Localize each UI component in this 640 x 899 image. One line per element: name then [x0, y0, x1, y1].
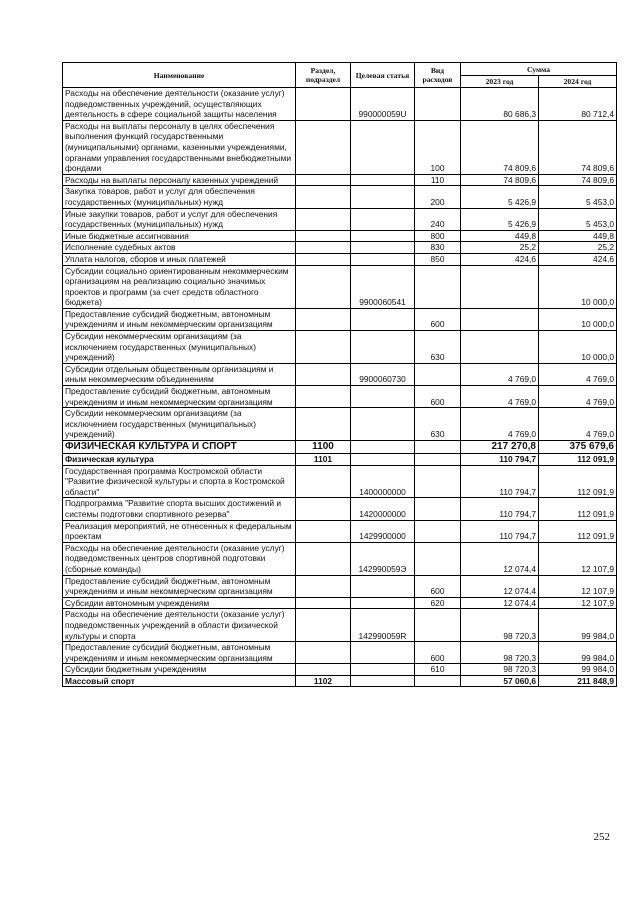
table-header [63, 63, 617, 88]
cell-sum-2023: 110 794,7 [461, 520, 539, 542]
cell-kind: 600 [415, 386, 461, 408]
cell-sum-2024: 99 984,0 [539, 642, 617, 664]
cell-name: Реализация мероприятий, не отнесенных к федеральным проектам [63, 520, 296, 542]
cell-article [351, 441, 415, 454]
table-row [63, 308, 617, 330]
table-row [63, 465, 617, 498]
cell-kind [415, 542, 461, 575]
cell-sum-2024: 12 107,9 [539, 575, 617, 597]
cell-kind [415, 454, 461, 466]
cell-sum-2023: 4 769,0 [461, 408, 539, 441]
cell-article [351, 208, 415, 230]
table-row [63, 242, 617, 254]
cell-sum-2024: 10 000,0 [539, 265, 617, 308]
header-section: Раздел, подраздел [296, 63, 351, 88]
cell-kind: 600 [415, 308, 461, 330]
table-row [63, 386, 617, 408]
cell-sum-2023: 110 794,7 [461, 454, 539, 466]
cell-article: 142990059R [351, 609, 415, 642]
table-row [63, 120, 617, 174]
table-row [63, 88, 617, 121]
cell-sum-2024: 80 712,4 [539, 88, 617, 121]
cell-kind: 850 [415, 253, 461, 265]
cell-kind [415, 520, 461, 542]
cell-name: Субсидии автономным учреждениям [63, 597, 296, 609]
cell-section [296, 642, 351, 664]
page-number: 252 [593, 831, 610, 843]
cell-kind [415, 265, 461, 308]
cell-sum-2023: 4 769,0 [461, 386, 539, 408]
budget-table-sheet [62, 62, 616, 687]
cell-sum-2024: 99 984,0 [539, 664, 617, 676]
table-row [63, 331, 617, 364]
cell-article [351, 642, 415, 664]
cell-name: Исполнение судебных актов [63, 242, 296, 254]
cell-name: Физическая культура [63, 454, 296, 466]
cell-name: Предоставление субсидий бюджетным, автономным учреждениям и иным некоммерческим организациям [63, 386, 296, 408]
cell-name: Расходы на выплаты персоналу в целях обеспечения выполнения функций государственными (муниципальными) органами, казенными учреждениями, органами управления государственными внебюджетными фондами [63, 120, 296, 174]
cell-name: Субсидии отдельным общественным организациям и иным некоммерческим объединениям [63, 363, 296, 385]
cell-section [296, 88, 351, 121]
cell-section [296, 498, 351, 520]
cell-article: 1429900000 [351, 520, 415, 542]
cell-sum-2024: 375 679,6 [539, 441, 617, 454]
cell-sum-2024: 10 000,0 [539, 331, 617, 364]
cell-name: ФИЗИЧЕСКАЯ КУЛЬТУРА И СПОРТ [63, 441, 296, 454]
cell-section [296, 575, 351, 597]
cell-name: Закупка товаров, работ и услуг для обеспечения государственных (муниципальных) нужд [63, 186, 296, 208]
header-year-2024: 2024 год [539, 76, 617, 88]
cell-article [351, 120, 415, 174]
cell-section [296, 331, 351, 364]
cell-sum-2024: 74 809,6 [539, 120, 617, 174]
cell-sum-2024: 25,2 [539, 242, 617, 254]
cell-sum-2024: 112 091,9 [539, 520, 617, 542]
cell-section [296, 174, 351, 186]
cell-name: Уплата налогов, сборов и иных платежей [63, 253, 296, 265]
cell-kind [415, 465, 461, 498]
cell-sum-2024: 5 453,0 [539, 208, 617, 230]
cell-name: Субсидии бюджетным учреждениям [63, 664, 296, 676]
cell-section [296, 386, 351, 408]
cell-section [296, 308, 351, 330]
cell-kind [415, 363, 461, 385]
cell-name: Государственная программа Костромской области "Развитие физической культуры и спорта в Костромской области" [63, 465, 296, 498]
header-article: Целевая статья [351, 63, 415, 88]
cell-sum-2023: 74 809,6 [461, 174, 539, 186]
cell-sum-2023: 57 060,6 [461, 675, 539, 687]
cell-kind [415, 675, 461, 687]
cell-kind: 800 [415, 230, 461, 242]
cell-section [296, 186, 351, 208]
cell-article [351, 331, 415, 364]
cell-section [296, 208, 351, 230]
cell-name: Субсидии социально ориентированным некоммерческим организациям на реализацию социально значимых проектов и программ (за счет средств областного бюджета) [63, 265, 296, 308]
cell-sum-2023: 74 809,6 [461, 120, 539, 174]
cell-sum-2023: 98 720,3 [461, 642, 539, 664]
cell-kind: 610 [415, 664, 461, 676]
cell-section [296, 465, 351, 498]
cell-sum-2023: 449,8 [461, 230, 539, 242]
cell-sum-2023 [461, 265, 539, 308]
table-row [63, 265, 617, 308]
cell-article: 1400000000 [351, 465, 415, 498]
cell-kind: 600 [415, 575, 461, 597]
cell-article: 9900060730 [351, 363, 415, 385]
cell-section [296, 120, 351, 174]
cell-sum-2024: 5 453,0 [539, 186, 617, 208]
cell-sum-2024: 112 091,9 [539, 454, 617, 466]
cell-section [296, 230, 351, 242]
cell-article [351, 575, 415, 597]
cell-sum-2024: 211 848,9 [539, 675, 617, 687]
cell-name: Предоставление субсидий бюджетным, автономным учреждениям и иным некоммерческим организациям [63, 308, 296, 330]
cell-article [351, 174, 415, 186]
cell-name: Предоставление субсидий бюджетным, автономным учреждениям и иным некоммерческим организациям [63, 642, 296, 664]
cell-sum-2023: 12 074,4 [461, 597, 539, 609]
table-row [63, 253, 617, 265]
cell-article: 1420000000 [351, 498, 415, 520]
cell-sum-2024: 99 984,0 [539, 609, 617, 642]
table-row [63, 575, 617, 597]
cell-article [351, 253, 415, 265]
cell-kind: 620 [415, 597, 461, 609]
cell-sum-2023: 4 769,0 [461, 363, 539, 385]
cell-article [351, 242, 415, 254]
cell-sum-2023: 110 794,7 [461, 465, 539, 498]
table-row [63, 642, 617, 664]
table-row [63, 441, 617, 454]
table-row [63, 609, 617, 642]
cell-name: Расходы на обеспечение деятельности (оказание услуг) подведомственных учреждений в области физической культуры и спорта [63, 609, 296, 642]
cell-section [296, 520, 351, 542]
cell-sum-2023: 5 426,9 [461, 186, 539, 208]
cell-section [296, 542, 351, 575]
cell-sum-2023: 98 720,3 [461, 664, 539, 676]
cell-article [351, 230, 415, 242]
cell-name: Расходы на обеспечение деятельности (оказание услуг) подведомственных центров спортивной подготовки (сборные команды) [63, 542, 296, 575]
cell-sum-2023: 217 270,8 [461, 441, 539, 454]
cell-section [296, 664, 351, 676]
cell-kind: 200 [415, 186, 461, 208]
cell-sum-2024: 12 107,9 [539, 597, 617, 609]
cell-sum-2024: 424,6 [539, 253, 617, 265]
cell-article [351, 454, 415, 466]
cell-sum-2023: 424,6 [461, 253, 539, 265]
cell-kind: 630 [415, 331, 461, 364]
cell-name: Предоставление субсидий бюджетным, автономным учреждениям и иным некоммерческим организациям [63, 575, 296, 597]
header-name: Наименование [63, 63, 296, 88]
cell-kind: 830 [415, 242, 461, 254]
table-row [63, 520, 617, 542]
table-row [63, 597, 617, 609]
cell-sum-2023: 98 720,3 [461, 609, 539, 642]
cell-section: 1102 [296, 675, 351, 687]
cell-name: Субсидии некоммерческим организациям (за исключением государственных (муниципальных) учреждений) [63, 331, 296, 364]
cell-section [296, 609, 351, 642]
cell-kind: 100 [415, 120, 461, 174]
table-row [63, 454, 617, 466]
table-row [63, 363, 617, 385]
header-sum: Сумма [461, 63, 617, 76]
cell-article [351, 308, 415, 330]
cell-sum-2024: 10 000,0 [539, 308, 617, 330]
cell-sum-2023 [461, 308, 539, 330]
cell-article [351, 408, 415, 441]
cell-article: 990000059U [351, 88, 415, 121]
table-body [63, 88, 617, 687]
cell-sum-2024: 4 769,0 [539, 386, 617, 408]
table-row [63, 664, 617, 676]
cell-sum-2024: 4 769,0 [539, 363, 617, 385]
cell-article [351, 186, 415, 208]
cell-article: 9900060541 [351, 265, 415, 308]
cell-section: 1100 [296, 441, 351, 454]
table-row [63, 542, 617, 575]
table-row [63, 408, 617, 441]
cell-section [296, 597, 351, 609]
cell-kind [415, 441, 461, 454]
cell-kind [415, 609, 461, 642]
cell-sum-2023: 25,2 [461, 242, 539, 254]
cell-sum-2024: 449,8 [539, 230, 617, 242]
cell-kind: 630 [415, 408, 461, 441]
cell-sum-2024: 12 107,9 [539, 542, 617, 575]
cell-name: Расходы на обеспечение деятельности (оказание услуг) подведомственных учреждений, осуществляющих деятельность в сфере социальной защиты населения [63, 88, 296, 121]
table-row [63, 230, 617, 242]
cell-section: 1101 [296, 454, 351, 466]
cell-section [296, 408, 351, 441]
cell-name: Субсидии некоммерческим организациям (за исключением государственных (муниципальных) учреждений) [63, 408, 296, 441]
cell-article [351, 664, 415, 676]
cell-sum-2024: 112 091,9 [539, 465, 617, 498]
cell-sum-2024: 112 091,9 [539, 498, 617, 520]
cell-sum-2024: 4 769,0 [539, 408, 617, 441]
budget-table [62, 62, 617, 687]
cell-article: 142990059Э [351, 542, 415, 575]
cell-kind [415, 88, 461, 121]
table-row [63, 208, 617, 230]
cell-section [296, 242, 351, 254]
cell-name: Иные бюджетные ассигнования [63, 230, 296, 242]
cell-sum-2023: 12 074,4 [461, 575, 539, 597]
header-kind: Вид расходов [415, 63, 461, 88]
cell-name: Иные закупки товаров, работ и услуг для обеспечения государственных (муниципальных) нужд [63, 208, 296, 230]
cell-kind: 110 [415, 174, 461, 186]
cell-sum-2023: 5 426,9 [461, 208, 539, 230]
cell-section [296, 265, 351, 308]
cell-sum-2023: 110 794,7 [461, 498, 539, 520]
cell-section [296, 363, 351, 385]
cell-kind [415, 498, 461, 520]
table-row [63, 186, 617, 208]
cell-article [351, 386, 415, 408]
cell-kind: 240 [415, 208, 461, 230]
table-row [63, 675, 617, 687]
cell-sum-2024: 74 809,6 [539, 174, 617, 186]
table-row [63, 174, 617, 186]
cell-sum-2023: 12 074,4 [461, 542, 539, 575]
cell-name: Подпрограмма "Развитие спорта высших достижений и системы подготовки спортивного резерва" [63, 498, 296, 520]
cell-article [351, 597, 415, 609]
cell-kind: 600 [415, 642, 461, 664]
cell-sum-2023 [461, 331, 539, 364]
header-year-2023: 2023 год [461, 76, 539, 88]
table-row [63, 498, 617, 520]
cell-name: Массовый спорт [63, 675, 296, 687]
cell-article [351, 675, 415, 687]
cell-section [296, 253, 351, 265]
cell-name: Расходы на выплаты персоналу казенных учреждений [63, 174, 296, 186]
cell-sum-2023: 80 686,3 [461, 88, 539, 121]
